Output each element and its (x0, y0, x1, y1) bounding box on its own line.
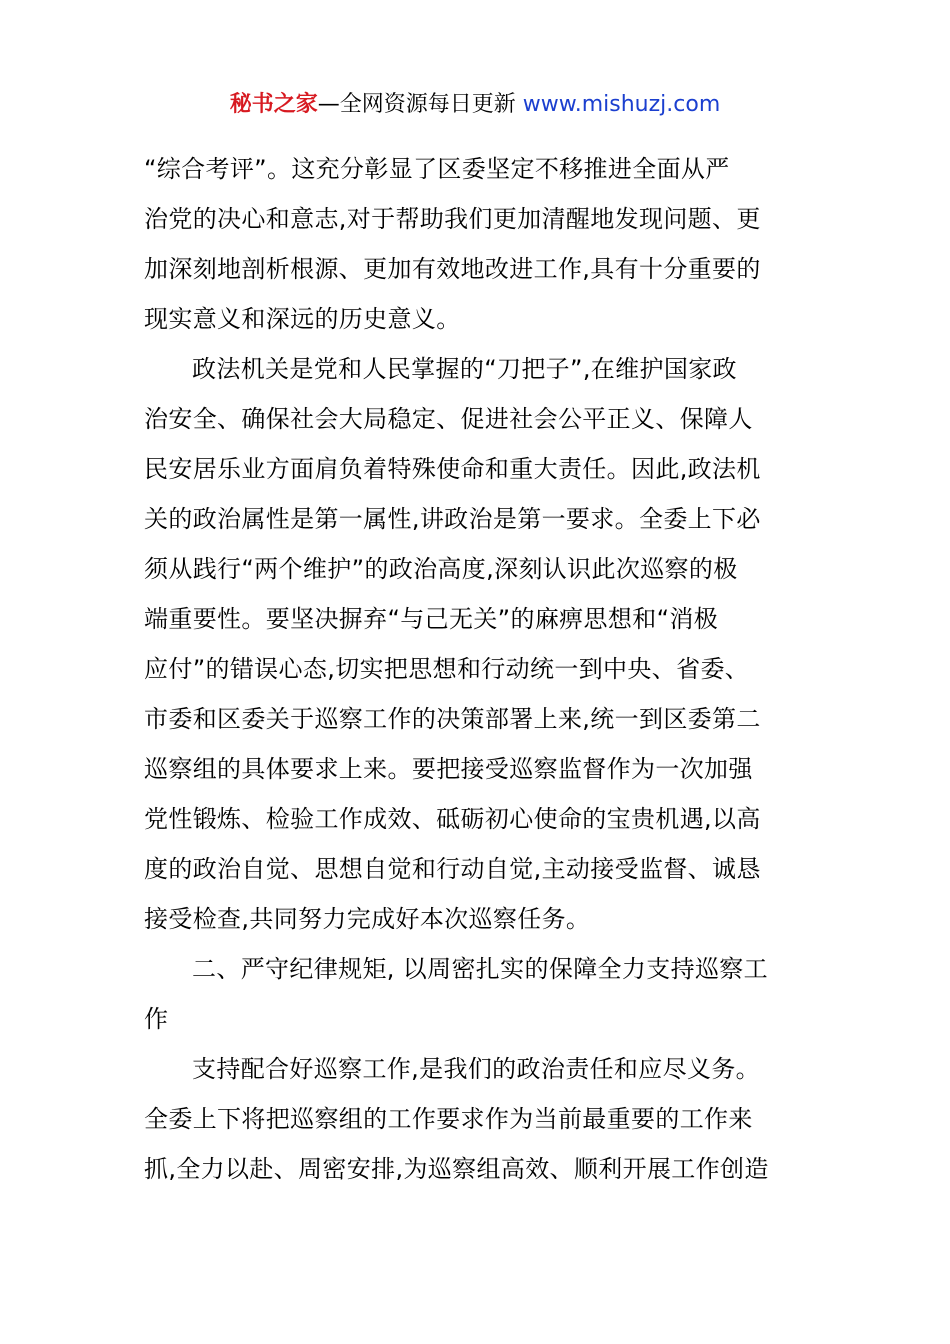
text-line: 治党的决心和意志,对于帮助我们更加清醒地发现问题、更 (144, 205, 761, 233)
site-tagline: —全网资源每日更新 (317, 92, 523, 117)
site-brand: 秘书之家 (229, 92, 318, 117)
text-line: 加深刻地剖析根源、更加有效地改进工作,具有十分重要的 (144, 255, 761, 283)
site-url-link[interactable]: www.mishuzj.com (522, 92, 721, 117)
text-line: 接受检查,共同努力完成好本次巡察任务。 (144, 905, 591, 933)
text-line: 政法机关是党和人民掌握的“刀把子”,在维护国家政 (192, 355, 737, 383)
section-heading-continued: 作 (144, 1005, 169, 1033)
text-line: 度的政治自觉、思想自觉和行动自觉,主动接受监督、诚恳 (144, 855, 761, 883)
text-line: 须从践行“两个维护”的政治高度,深刻认识此次巡察的极 (144, 555, 738, 583)
text-line: 民安居乐业方面肩负着特殊使命和重大责任。因此,政法机 (144, 455, 761, 483)
site-header (0, 88, 950, 122)
text-line: 现实意义和深远的历史意义。 (144, 305, 461, 333)
text-line: 支持配合好巡察工作,是我们的政治责任和应尽义务。 (192, 1055, 761, 1083)
text-line: 关的政治属性是第一属性,讲政治是第一要求。全委上下必 (144, 505, 761, 533)
text-line: 治安全、确保社会大局稳定、促进社会公平正义、保障人 (144, 405, 753, 433)
section-heading: 二、严守纪律规矩, 以周密扎实的保障全力支持巡察工 (192, 955, 769, 983)
document-body (144, 144, 810, 1194)
text-line: 抓,全力以赴、周密安排,为巡察组高效、顺利开展工作创造 (144, 1155, 769, 1183)
text-line: “综合考评”。这充分彰显了区委坚定不移推进全面从严 (144, 155, 730, 183)
text-line: 党性锻炼、检验工作成效、砥砺初心使命的宝贵机遇,以高 (144, 805, 761, 833)
text-line: 应付”的错误心态,切实把思想和行动统一到中央、省委、 (144, 655, 750, 683)
text-line: 全委上下将把巡察组的工作要求作为当前最重要的工作来 (144, 1105, 753, 1133)
text-line: 市委和区委关于巡察工作的决策部署上来,统一到区委第二 (144, 705, 761, 733)
text-line: 端重要性。要坚决摒弃“与己无关”的麻痹思想和“消极 (144, 605, 719, 633)
text-line: 巡察组的具体要求上来。要把接受巡察监督作为一次加强 (144, 755, 753, 783)
